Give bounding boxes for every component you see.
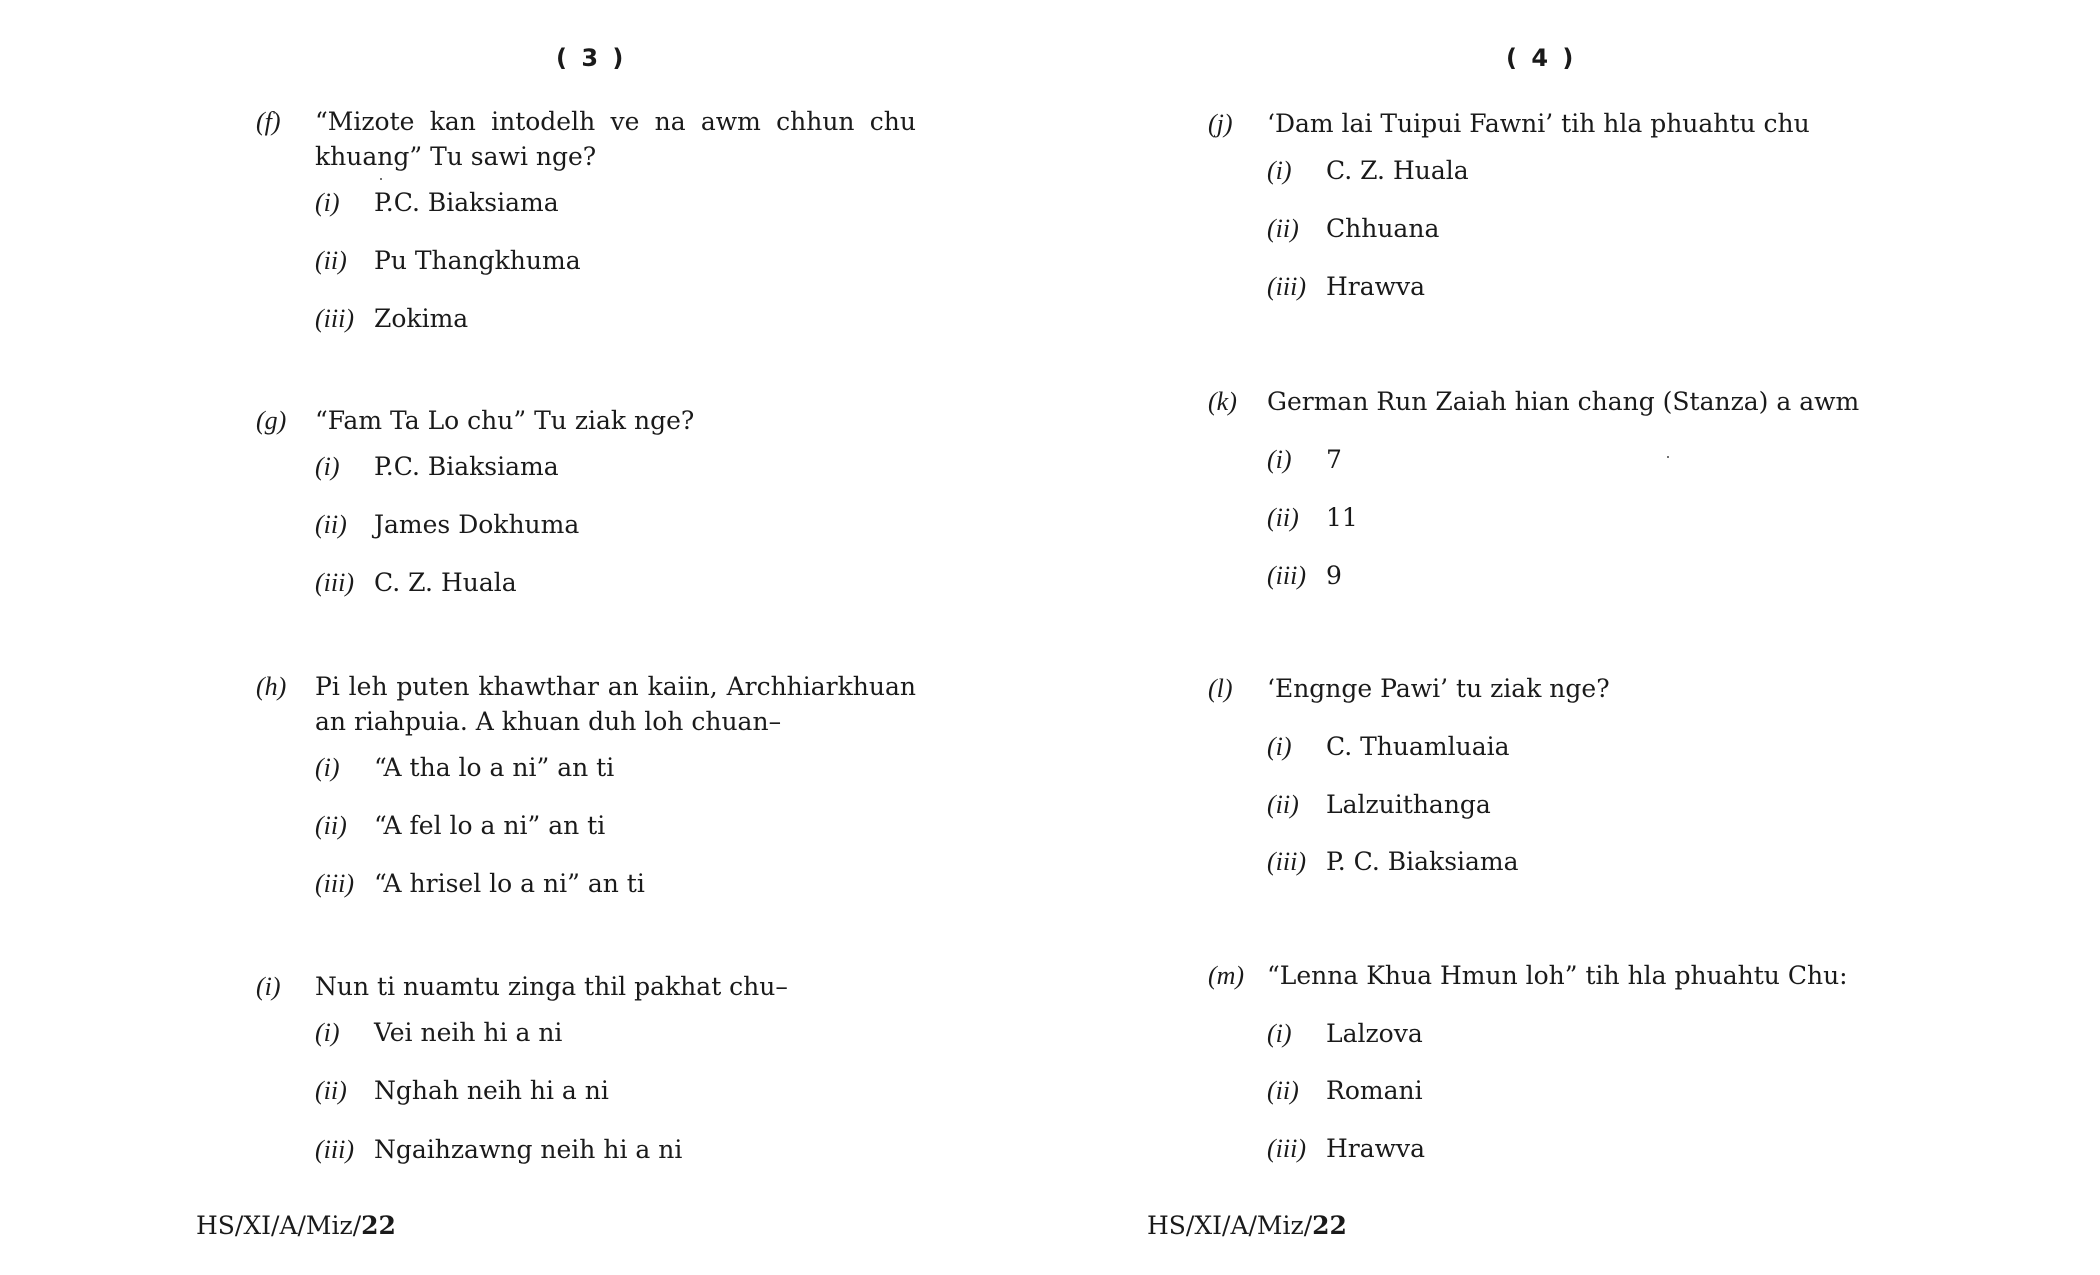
- question-label: (k): [1208, 387, 1237, 416]
- option-label: (iii): [315, 568, 354, 597]
- question-i: [256, 969, 916, 1169]
- question-l: [1208, 671, 1888, 881]
- question-label: (l): [1208, 674, 1233, 703]
- option-text: Chhuana: [1326, 214, 1440, 243]
- option-label: (ii): [1267, 790, 1299, 819]
- option-label: (ii): [1267, 1076, 1299, 1105]
- question-f: [256, 104, 916, 344]
- question-label: (f): [256, 107, 281, 136]
- question-text: “Lenna Khua Hmun loh” tih hla phuahtu Chu:: [1267, 961, 1848, 990]
- option-text: C. Thuamluaia: [1326, 732, 1510, 761]
- option-label: (iii): [1267, 561, 1306, 590]
- option-text: P.C. Biaksiama: [374, 188, 559, 217]
- option-label: (i): [315, 1018, 340, 1047]
- question-text: Pi leh puten khawthar an kaiin, Archhiarkhuan an riahpuia. A khuan duh loh chuan–: [315, 672, 916, 736]
- question-h: [256, 669, 916, 909]
- footer-code-number: 22: [1312, 1211, 1347, 1240]
- page-number-left: ( 3 ): [556, 44, 627, 72]
- footer-code: HS/XI/A/Miz/: [1147, 1211, 1313, 1240]
- option-label: (i): [315, 452, 340, 481]
- option-text: C. Z. Huala: [374, 568, 517, 597]
- option-label: (iii): [315, 304, 354, 333]
- option-text: Zokima: [374, 304, 469, 333]
- option-label: (ii): [1267, 214, 1299, 243]
- question-text: ‘Dam lai Tuipui Fawni’ tih hla phuahtu chu: [1267, 109, 1810, 138]
- option-text: “A fel lo a ni” an ti: [374, 811, 606, 840]
- option-label: (i): [315, 188, 340, 217]
- question-label: (i): [256, 972, 281, 1001]
- page-number-right: ( 4 ): [1506, 44, 1577, 72]
- footer-code: HS/XI/A/Miz/: [196, 1211, 362, 1240]
- option-text: Ngaihzawng neih hi a ni: [374, 1135, 683, 1164]
- option-text: James Dokhuma: [374, 510, 580, 539]
- question-text: Nun ti nuamtu zinga thil pakhat chu–: [315, 972, 788, 1001]
- option-label: (iii): [1267, 272, 1306, 301]
- option-label: (i): [1267, 445, 1292, 474]
- option-text: Nghah neih hi a ni: [374, 1076, 609, 1105]
- option-text: Lalzova: [1326, 1019, 1423, 1048]
- option-text: Lalzuithanga: [1326, 790, 1491, 819]
- option-text: P.C. Biaksiama: [374, 452, 559, 481]
- footer-code-right: [1147, 1208, 1347, 1243]
- question-label: (j): [1208, 109, 1233, 138]
- option-label: (ii): [315, 1076, 347, 1105]
- option-label: (iii): [315, 869, 354, 898]
- option-label: (i): [1267, 732, 1292, 761]
- question-text: “Fam Ta Lo chu” Tu ziak nge?: [315, 406, 695, 435]
- question-k: [1208, 384, 1888, 594]
- question-m: [1208, 958, 1888, 1168]
- option-text: 11: [1326, 503, 1358, 532]
- option-text: Vei neih hi a ni: [374, 1018, 563, 1047]
- option-text: Pu Thangkhuma: [374, 246, 581, 275]
- question-label: (m): [1208, 961, 1245, 990]
- option-text: C. Z. Huala: [1326, 156, 1469, 185]
- option-label: (i): [315, 753, 340, 782]
- option-label: (iii): [315, 1135, 354, 1164]
- footer-code-number: 22: [361, 1211, 396, 1240]
- option-label: (ii): [315, 246, 347, 275]
- option-text: “A tha lo a ni” an ti: [374, 753, 615, 782]
- option-text: “A hrisel lo a ni” an ti: [374, 869, 645, 898]
- question-label: (h): [256, 672, 287, 701]
- option-label: (i): [1267, 1019, 1292, 1048]
- option-label: (ii): [1267, 503, 1299, 532]
- question-text: ‘Engnge Pawi’ tu ziak nge?: [1267, 674, 1610, 703]
- option-text: Hrawva: [1326, 272, 1426, 301]
- option-text: Romani: [1326, 1076, 1423, 1105]
- question-j: [1208, 106, 1888, 306]
- option-label: (ii): [315, 510, 347, 539]
- option-text: 9: [1326, 561, 1342, 590]
- option-label: (ii): [315, 811, 347, 840]
- question-label: (g): [256, 406, 287, 435]
- question-text: “Mizote kan intodelh ve na awm chhun chu khuang” Tu sawi nge?: [315, 107, 916, 171]
- option-label: (i): [1267, 156, 1292, 185]
- option-label: (iii): [1267, 847, 1306, 876]
- question-g: [256, 403, 916, 603]
- option-text: 7: [1326, 445, 1342, 474]
- option-label: (iii): [1267, 1134, 1306, 1163]
- question-text: German Run Zaiah hian chang (Stanza) a awm: [1267, 387, 1860, 416]
- scan-speck: [1667, 456, 1669, 458]
- footer-code-left: [196, 1208, 396, 1243]
- option-text: P. C. Biaksiama: [1326, 847, 1519, 876]
- option-text: Hrawva: [1326, 1134, 1426, 1163]
- scan-speck: [380, 178, 382, 180]
